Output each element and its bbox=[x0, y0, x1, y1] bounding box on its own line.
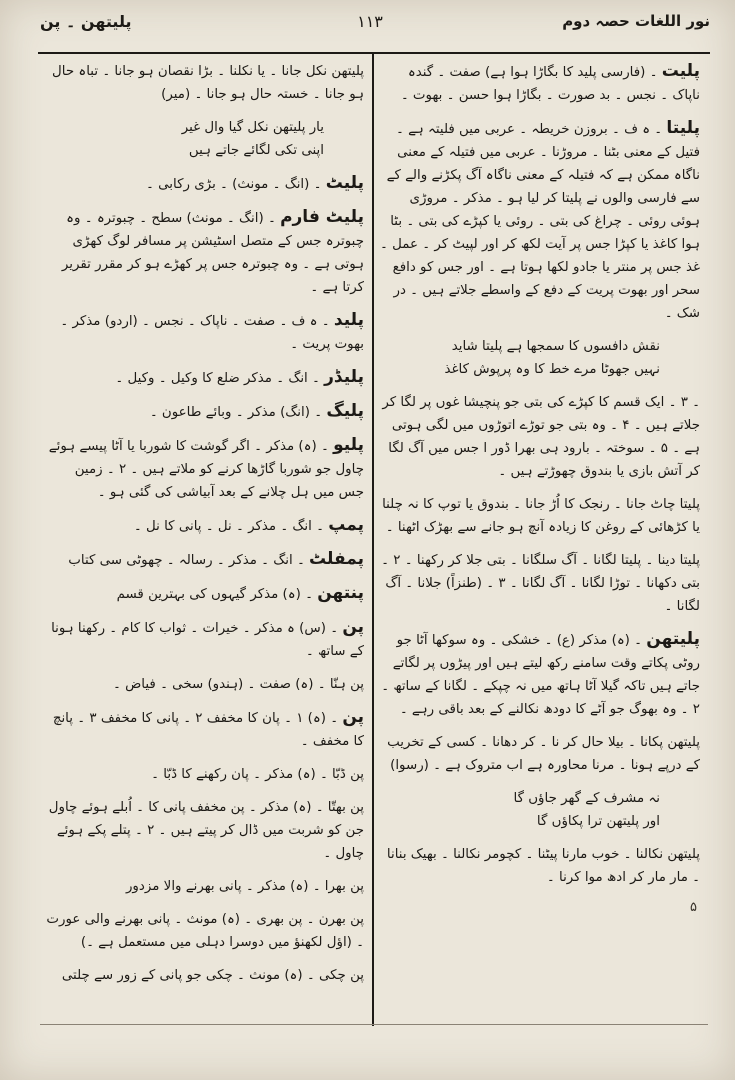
entry-headword: پن bbox=[342, 617, 364, 637]
entry-headword: پلیٹ bbox=[325, 173, 364, 193]
entry-text: پن ڈبّا ۔ (ہ) مذکر ۔ پان رکھنے کا ڈبّا ۔ bbox=[151, 767, 364, 782]
book-title: نور اللغات حصہ دوم bbox=[562, 12, 710, 30]
entry-text: پلیتھن نکل جانا ۔ یا نکلنا ۔ بڑا نقصان ہو جانا ۔ تباہ حال ہو جانا ۔ خستہ حال ہو جانا ۔ (میر) bbox=[52, 64, 364, 102]
entry-text: پن بھتّا ۔ (ہ) مذکر ۔ پن مخفف پانی کا ۔ اُبلے ہوئے چاول جن کو شربت میں ڈال کر پیتے ہیں ۔ ۲ ۔ پتلے پکے ہوئے چاول ۔ bbox=[48, 800, 364, 861]
entry-text: ۔ انگ ۔ مذکر ضلع کا وکیل ۔ وکیل ۔ bbox=[115, 371, 325, 386]
dictionary-entry bbox=[46, 434, 364, 504]
dictionary-entry bbox=[380, 493, 700, 539]
dictionary-entry bbox=[46, 673, 364, 696]
dictionary-entry bbox=[46, 172, 364, 196]
dictionary-entry bbox=[380, 391, 700, 483]
entry-text: پن چکی ۔ (ہ) مونث ۔ چکی جو پانی کے زور سے چلتی bbox=[61, 968, 364, 983]
dictionary-entry bbox=[380, 843, 700, 889]
entry-text: ۔ انگ ۔ مذکر ۔ رسالہ ۔ چھوٹی سی کتاب bbox=[68, 553, 310, 568]
left-column bbox=[46, 60, 364, 1010]
entry-headword: پلیو bbox=[333, 435, 364, 455]
entry-text: پلیتھن نکالنا ۔ خوب مارنا پیٹنا ۔ کچومر نکالنا ۔ بھیک بنانا ۔ مار مار کر ادھ موا کرنا ۔ bbox=[386, 847, 700, 885]
page-number: ۱۱۳ bbox=[357, 12, 383, 31]
entry-text: ۔ (ہ) مذکر (ع) ۔ خشکی ۔ وہ سوکھا آٹا جو روٹی پکاتے وقت سامنے رکھ لیتے ہیں اور پیڑوں پر لگاتے جاتے ہیں تاکہ گیلا آٹا ہاتھ میں نہ چپکے ۔ لگانا کے ساتھ ۔ ۲ ۔ وہ بھوگ جو آٹے کا دودھ نکالنے کے بعد باقی رہے ۔ bbox=[381, 633, 700, 717]
entry-text: پلیتا دینا ۔ پلیتا لگانا ۔ آگ سلگانا ۔ بتی جلا کر رکھنا ۔ ۲ ۔ بتی دکھانا ۔ توڑا لگانا ۔ آگ لگانا ۔ ۳ ۔ (طنزاً) جلانا ۔ آگ لگانا ۔ bbox=[381, 553, 700, 614]
entry-headword: پنتھن bbox=[317, 583, 364, 603]
entry-text: ۔ انگ ۔ مذکر ۔ نل ۔ پانی کا نل ۔ bbox=[133, 519, 329, 534]
entry-text: ۔ ہ ف ۔ صفت ۔ ناپاک ۔ نجس ۔ (اردو) مذکر ۔ بھوت پریت ۔ bbox=[60, 314, 364, 352]
entry-headword: پلیڈر bbox=[324, 367, 364, 387]
verse-quote bbox=[380, 787, 700, 833]
dictionary-entry bbox=[380, 628, 700, 721]
entry-text: ۔ (انگ ۔ مونث) سطح ۔ چبوترہ ۔ وہ چبوترہ جس کے متصل اسٹیشن پر مسافر لوگ کھڑی ہوتی ہے ۔ وہ چبوترہ جس پر کھڑے ہو کر مقرر تقریر کرتا ہے ۔ bbox=[61, 211, 364, 295]
entry-text: پن ہنّا ۔ (ہ) صفت ۔ (ہندو) سخی ۔ فیاض ۔ bbox=[113, 677, 364, 692]
dictionary-entry bbox=[46, 514, 364, 538]
verse-quote bbox=[380, 335, 700, 381]
dictionary-entry bbox=[46, 400, 364, 424]
dictionary-entry bbox=[380, 117, 700, 325]
column-divider bbox=[372, 54, 374, 1026]
dictionary-entry bbox=[46, 60, 364, 106]
entry-text: یار پلیتھن نکل گیا وال غیر اپنی تکی لگائے جاتے ہیں bbox=[181, 120, 324, 158]
entry-text: ۔ (فارسی پلید کا بگاڑا ہوا ہے) صفت ۔ گندہ ناپاک ۔ نجس ۔ بد صورت ۔ بگاڑا ہوا حسن ۔ بھوت ۔ bbox=[400, 65, 700, 103]
entry-text: ۔ (انگ) مذکر ۔ وبائے طاعون ۔ bbox=[149, 405, 327, 420]
right-column bbox=[380, 60, 700, 1010]
dictionary-entry bbox=[46, 548, 364, 572]
dictionary-entry bbox=[46, 763, 364, 786]
entry-text: پن بھرا ۔ (ہ) مذکر ۔ پانی بھرنے والا مزدور bbox=[125, 879, 364, 894]
entry-headword: پلیتا bbox=[666, 118, 700, 138]
entry-headword: پلیت bbox=[661, 61, 700, 81]
entry-headword: پلیگ bbox=[326, 401, 364, 421]
dictionary-entry bbox=[46, 706, 364, 753]
entry-text: ۔ ۳ ۔ ایک قسم کا کپڑے کی بتی جو پنچیشا غوں پر لگا کر جلاتے ہیں ۔ ۴ ۔ وہ بتی جو توڑے اتوڑوں میں لگی ہوتی ہے ۔ ۵ ۔ سوختہ ۔ بارود ہی بھرا ڈور ا جس میں آگ لگا کر آتش بازی یا بندوق چھوڑتے ہیں ۔ bbox=[382, 395, 700, 479]
dictionary-entry bbox=[380, 731, 700, 777]
entry-headword: پلیتھن bbox=[646, 629, 700, 649]
dictionary-entry bbox=[46, 616, 364, 663]
entry-headword: پلید bbox=[333, 310, 364, 330]
margin-mark: ۵ bbox=[690, 900, 697, 915]
entry-text: ۔ (س) ہ مذکر ۔ خیرات ۔ ثواب کا کام ۔ رکھنا ہونا کے ساتھ ۔ bbox=[51, 621, 364, 659]
footer-rule bbox=[40, 1024, 708, 1025]
entry-headword: پلیٹ فارم bbox=[280, 207, 364, 227]
dictionary-entry bbox=[46, 206, 364, 299]
guide-word: پلیتھن ۔ پن bbox=[40, 12, 132, 31]
entry-text: پن بھرن ۔ پن بھری ۔ (ہ) مونث ۔ پانی بھرنے والی عورت ۔ (اؤل لکھنؤ میں دوسرا دہلی میں مستعمل ہے ۔) bbox=[46, 912, 364, 950]
header-rule bbox=[38, 52, 710, 54]
dictionary-entry bbox=[46, 796, 364, 865]
entry-headword: پمفلٹ bbox=[309, 549, 364, 569]
entry-text: ۔ (ہ) مذکر گیہوں کی بہترین قسم bbox=[116, 587, 318, 602]
dictionary-entry bbox=[380, 60, 700, 107]
dictionary-entry bbox=[46, 964, 364, 987]
entry-text: پلیتا چاٹ جانا ۔ رنجک کا اُڑ جانا ۔ بندوق یا توپ کا نہ چلنا یا کڑھائی کے روغن کا زیادہ آنچ ہو جانے سے بھڑک اٹھنا ۔ bbox=[382, 497, 700, 535]
dictionary-entry bbox=[46, 908, 364, 954]
entry-text: نہ مشرف کے گھر جاؤں گا اور پلیتھن ترا پکاؤں گا bbox=[513, 791, 660, 829]
entry-text: پلیتھن پکانا ۔ بیلا حال کر نا ۔ کر دھانا ۔ کسی کے تخریب کے درپے ہونا ۔ مرنا محاورہ ہے اب متروک ہے ۔ (رسوا) bbox=[387, 735, 700, 773]
entry-headword: پن bbox=[342, 707, 364, 727]
entry-text: ۔ ہ ف ۔ بروزن خریطہ ۔ عربی میں فلیتہ ہے ۔ فتیل کے معنی بٹنا ۔ مروڑنا ۔ عربی میں فتیلہ کے معنی ناگاہ ممکن ہے کہ فتیلہ کے معنی ناگاہ آگ پکڑنے والے کے سے فارسی والوں نے پلیتا کر لیا ہو ۔ مذکر ۔ مروڑی ہوئی روئی ۔ چراغ کی بتی ۔ روئی یا کپڑے کی بتی ۔ بٹا ہوا کاغذ یا کپڑا جس پر آیت لکھ کر اور لپیٹ کر ۔ عمل ۔ غذ جس پر منتر یا جادو لکھا ہوتا ہے ۔ اور جس کو دافع سحر اور بھوت پریت کے دفع کے واسطے جلاتے ہیں ۔ در شک ۔ bbox=[380, 122, 700, 321]
dictionary-entry bbox=[380, 549, 700, 618]
dictionary-entry bbox=[46, 366, 364, 390]
dictionary-entry bbox=[46, 875, 364, 898]
entry-text: نقش دافسوں کا سمجھا ہے پلیتا شاید نہیں جھوٹا مرے خط کا وہ پرپوش کاغذ bbox=[444, 339, 660, 377]
dictionary-entry bbox=[46, 309, 364, 356]
entry-headword: پمپ bbox=[328, 515, 364, 535]
entry-text: ۔ (ہ) ۱ ۔ پان کا مخفف ۲ ۔ پانی کا مخفف ۳ ۔ پانچ کا مخفف ۔ bbox=[52, 711, 364, 749]
entry-text: ۔ (ہ) مذکر ۔ اگر گوشت کا شوربا یا آٹا پیسے ہوئے چاول جو شوربا گاڑھا کرنے کو ملاتے ہیں ۔ ۲ ۔ زمین جس میں ہل چلانے کے بعد آبیاشی کی گئی ہو ۔ bbox=[48, 439, 364, 500]
dictionary-entry bbox=[46, 582, 364, 606]
page-header bbox=[0, 8, 735, 48]
verse-quote bbox=[46, 116, 364, 162]
entry-text: ۔ (انگ ۔ مونث) ۔ بڑی رکابی ۔ bbox=[146, 177, 326, 192]
